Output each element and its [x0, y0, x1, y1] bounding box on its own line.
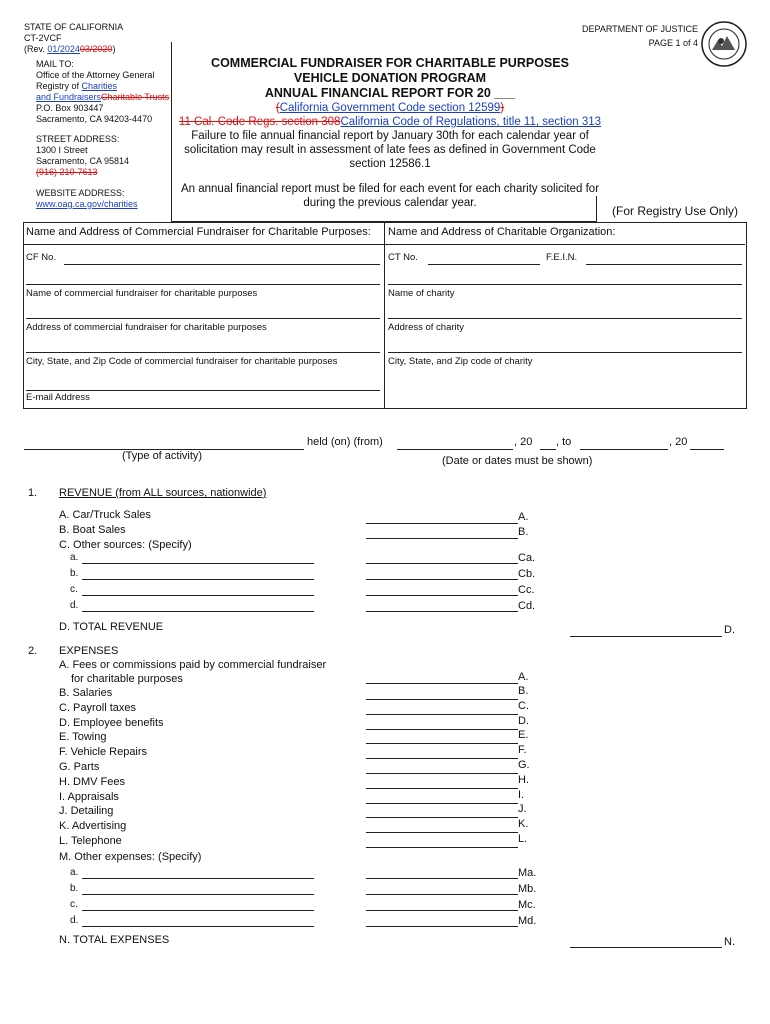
mail-line: Sacramento, CA 94203-4470	[36, 114, 153, 124]
revenue-ref: Ca.	[518, 552, 536, 564]
charity-city-line[interactable]	[388, 352, 742, 353]
charity-address-line[interactable]	[388, 318, 742, 319]
section-number: 1.	[28, 487, 38, 499]
expense-ref: Mc.	[518, 899, 536, 911]
fundraiser-city-line[interactable]	[26, 352, 380, 353]
total-revenue-ref: D.	[724, 624, 735, 636]
other-source-letter: c.	[70, 584, 78, 595]
other-source-desc-line[interactable]	[82, 579, 314, 580]
annual-notice: An annual financial report must be filed for each event for each charity solicited for	[180, 183, 600, 195]
other-expense-letter: a.	[70, 867, 79, 878]
total-expenses-label: N. TOTAL EXPENSES	[59, 934, 170, 946]
expense-amount-line[interactable]	[366, 847, 518, 848]
expense-amount-line[interactable]	[366, 714, 518, 715]
other-expense-desc-line[interactable]	[82, 894, 314, 895]
ct-no-input[interactable]	[428, 250, 540, 265]
mail-label: MAIL TO:	[36, 59, 74, 69]
annual-notice: during the previous calendar year.	[303, 197, 477, 209]
expense-amount-line[interactable]	[366, 699, 518, 700]
other-source-desc-line[interactable]	[82, 563, 314, 564]
other-source-amount-line[interactable]	[366, 563, 518, 564]
other-expense-desc-line[interactable]	[82, 926, 314, 927]
revision: (Rev. 01/202403/2020)	[24, 44, 116, 54]
other-source-amount-line[interactable]	[366, 595, 518, 596]
other-expense-amount-line[interactable]	[366, 926, 518, 927]
page-number: PAGE 1 of 4	[648, 38, 698, 48]
expense-label: A. Fees or commissions paid by commercial fundraiser	[59, 659, 327, 671]
mail-line: and FundraisersCharitable Trusts	[36, 92, 170, 102]
expense-amount-line[interactable]	[366, 803, 518, 804]
other-source-desc-line[interactable]	[82, 595, 314, 596]
phone-old: (916) 210-7613	[36, 167, 98, 177]
expense-label: J. Detailing	[59, 805, 114, 818]
expense-label: F. Vehicle Repairs	[59, 746, 148, 759]
expense-ref: D.	[518, 714, 529, 727]
expense-amount-line[interactable]	[366, 773, 518, 774]
street-line: 1300 I Street	[36, 145, 88, 155]
total-expenses-line[interactable]	[570, 947, 722, 948]
title-block	[172, 56, 608, 210]
fundraiser-city-label: City, State, and Zip Code of commercial fundraiser for charitable purposes	[26, 356, 338, 367]
expense-ref: K.	[518, 818, 529, 831]
revenue-item-label: C. Other sources: (Specify)	[59, 539, 192, 551]
other-expense-amount-line[interactable]	[366, 894, 518, 895]
other-expense-amount-line[interactable]	[366, 910, 518, 911]
to-date-line[interactable]	[580, 449, 668, 450]
expense-label: B. Salaries	[59, 687, 113, 699]
mail-line: Registry of Charities	[36, 81, 118, 91]
expense-amount-line[interactable]	[366, 729, 518, 730]
charity-heading: Name and Address of Charitable Organization:	[388, 226, 616, 238]
revenue-item-label: A. Car/Truck Sales	[59, 509, 151, 521]
cf-no-label: CF No.	[26, 252, 57, 263]
email-label: E-mail Address	[26, 392, 90, 403]
expense-amount-line[interactable]	[366, 758, 518, 759]
header-right	[582, 24, 698, 49]
website-link[interactable]: www.oag.ca.gov/charities	[36, 199, 138, 209]
date-label: (Date or dates must be shown)	[442, 455, 593, 467]
expense-label: C. Payroll taxes	[59, 701, 137, 714]
from-year-line[interactable]	[540, 449, 556, 450]
expense-ref: J.	[518, 803, 527, 816]
year-prefix: , 20	[514, 436, 533, 448]
divider	[23, 244, 745, 245]
mail-to-block	[36, 59, 176, 210]
other-expense-desc-line[interactable]	[82, 910, 314, 911]
gov-code: (California Government Code section 12599)	[275, 102, 505, 114]
late-fee-text: section 12586.1	[349, 158, 431, 170]
state-seal-icon	[700, 20, 748, 68]
report-title: ANNUAL FINANCIAL REPORT FOR 20 ___	[264, 86, 516, 100]
revenue-ref: B.	[518, 526, 529, 538]
other-expense-letter: c.	[70, 899, 78, 910]
form-id: CT-2VCF	[24, 33, 62, 43]
section-number: 2.	[28, 645, 38, 657]
form-title: COMMERCIAL FUNDRAISER FOR CHARITABLE PURPOSES	[211, 56, 569, 70]
expense-label: G. Parts	[59, 761, 100, 773]
fein-label: F.E.I.N.	[546, 252, 578, 263]
regulations: 11 Cal. Code Regs. section 308California Code of Regulations, title 11, section 313	[178, 116, 602, 128]
other-source-amount-line[interactable]	[366, 611, 518, 612]
fundraiser-name-line[interactable]	[26, 284, 380, 285]
expense-label: E. Towing	[59, 731, 107, 744]
other-source-letter: d.	[70, 600, 79, 611]
late-fee-text: solicitation may result in assessment of late fees as defined in Government Code	[184, 144, 596, 156]
revenue-ref: Cb.	[518, 568, 536, 580]
expenses-heading: EXPENSES	[59, 645, 119, 657]
expense-label: K. Advertising	[59, 820, 127, 833]
expense-amount-line[interactable]	[366, 683, 518, 684]
expense-ref: Md.	[518, 915, 537, 927]
expense-label: L. Telephone	[59, 835, 122, 847]
other-expense-letter: d.	[70, 915, 79, 926]
other-source-letter: a.	[70, 552, 79, 563]
revenue-item-label: B. Boat Sales	[59, 524, 126, 536]
email-line[interactable]	[26, 390, 380, 391]
state-name: STATE OF CALIFORNIA	[24, 22, 124, 32]
revenue-amount-line[interactable]	[366, 523, 518, 524]
expense-amount-line[interactable]	[366, 817, 518, 818]
mail-line: Office of the Attorney General	[36, 70, 155, 80]
cf-no-input[interactable]	[64, 250, 380, 265]
other-expenses-label: M. Other expenses: (Specify)	[59, 851, 202, 863]
other-expense-amount-line[interactable]	[366, 878, 518, 879]
fein-input[interactable]	[586, 250, 742, 265]
expense-amount-line[interactable]	[366, 743, 518, 744]
program-title: VEHICLE DONATION PROGRAM	[293, 71, 487, 85]
department: DEPARTMENT OF JUSTICE	[581, 24, 698, 34]
total-revenue-line[interactable]	[570, 636, 722, 637]
expense-amount-line[interactable]	[366, 832, 518, 833]
expense-ref: Ma.	[518, 867, 537, 879]
registry-use-label: (For Registry Use Only)	[612, 204, 739, 218]
other-source-amount-line[interactable]	[366, 579, 518, 580]
to-year-line[interactable]	[690, 449, 724, 450]
total-expenses-ref: N.	[724, 936, 735, 948]
expense-ref: Mb.	[518, 883, 537, 895]
mail-line: P.O. Box 903447	[36, 103, 104, 113]
fundraiser-name-label: Name of commercial fundraiser for charitable purposes	[26, 288, 258, 299]
expense-ref: I.	[518, 788, 525, 801]
expense-ref: B.	[518, 685, 529, 697]
revenue-ref: Cc.	[518, 584, 535, 596]
from-date-line[interactable]	[397, 449, 513, 450]
header-left	[24, 22, 123, 55]
ct-no-label: CT No.	[388, 252, 418, 263]
charity-city-label: City, State, and Zip code of charity	[388, 356, 533, 367]
fundraiser-heading: Name and Address of Commercial Fundraiser for Charitable Purposes:	[26, 226, 371, 238]
other-expense-letter: b.	[70, 883, 79, 894]
expense-ref: L.	[518, 833, 528, 845]
website-label: WEBSITE ADDRESS:	[36, 188, 125, 198]
other-expense-desc-line[interactable]	[82, 878, 314, 879]
late-fee-text: Failure to file annual financial report by January 30th for each calendar year of	[191, 130, 589, 142]
other-source-letter: b.	[70, 568, 79, 579]
expense-ref: E.	[518, 729, 529, 742]
fundraiser-address-line[interactable]	[26, 318, 380, 319]
expense-label: D. Employee benefits	[59, 716, 164, 729]
charity-name-label: Name of charity	[388, 288, 455, 299]
held-label: held (on) (from)	[307, 436, 383, 448]
divider	[384, 222, 385, 408]
activity-type-label: (Type of activity)	[122, 450, 203, 462]
charity-name-line[interactable]	[388, 284, 742, 285]
revenue-heading: REVENUE (from ALL sources, nationwide)	[59, 487, 267, 499]
street-line: Sacramento, CA 95814	[36, 156, 130, 166]
fundraiser-address-label: Address of commercial fundraiser for charitable purposes	[26, 322, 267, 333]
revenue-ref: Cd.	[518, 600, 536, 612]
total-revenue-label: D. TOTAL REVENUE	[59, 621, 164, 633]
expense-ref: G.	[518, 759, 530, 771]
expense-label: for charitable purposes	[71, 673, 183, 685]
revenue-amount-line[interactable]	[366, 538, 518, 539]
revenue-ref: A.	[518, 511, 529, 523]
expense-amount-line[interactable]	[366, 788, 518, 789]
expense-label: I. Appraisals	[59, 790, 119, 803]
street-label: STREET ADDRESS:	[36, 134, 120, 144]
charity-address-label: Address of charity	[388, 322, 465, 333]
to-label: , to	[556, 436, 572, 448]
expense-ref: H.	[518, 773, 529, 786]
other-source-desc-line[interactable]	[82, 611, 314, 612]
expense-ref: C.	[518, 699, 529, 712]
expense-ref: A.	[518, 671, 529, 683]
expense-label: H. DMV Fees	[59, 775, 126, 788]
year-prefix: , 20	[669, 436, 688, 448]
expense-ref: F.	[518, 744, 527, 757]
